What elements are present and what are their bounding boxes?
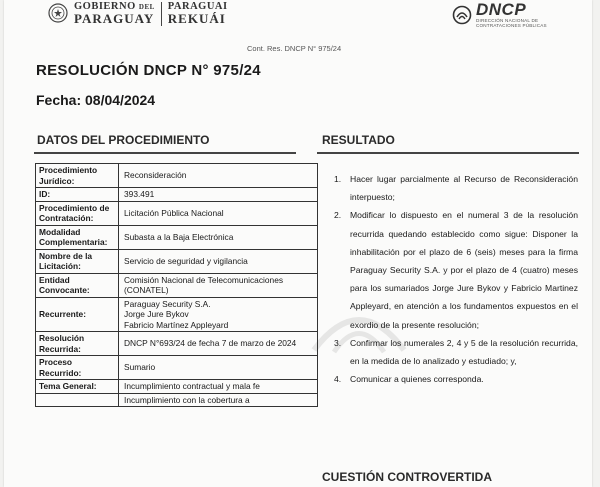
list-item-text: Hacer lugar parcialmente al Recurso de Reconsideración interpuesto; (350, 174, 578, 203)
row-value: Paraguay Security S.A. Jorge Jure Bykov Fabricio Martínez Appleyard (119, 297, 318, 332)
row-label: Modalidad Complementaria: (36, 225, 119, 249)
row-value: Reconsideración (119, 164, 318, 188)
row-value: Comisión Nacional de Telecomunicaciones (CONATEL) (119, 273, 318, 297)
row-value: Incumplimiento contractual y mala fe (119, 380, 318, 394)
table-row (36, 273, 318, 297)
row-label: Recurrente: (36, 297, 119, 332)
header-divider (161, 2, 162, 26)
gov-line1: GOBIERNO (74, 1, 136, 12)
row-value: Servicio de seguridad y vigilancia (119, 249, 318, 273)
row-label (36, 393, 119, 407)
dncp-mark-icon (452, 5, 472, 25)
row-label: Procedimiento de Contratación: (36, 201, 119, 225)
procedure-table (35, 163, 318, 407)
row-label: Procedimiento Jurídico: (36, 164, 119, 188)
row-label: Tema General: (36, 380, 119, 394)
row-label: Resolución Recurrida: (36, 332, 119, 356)
row-label: Nombre de la Licitación: (36, 249, 119, 273)
gov-right-line2: REKUÁI (167, 11, 226, 26)
list-item (334, 334, 578, 370)
section-divider-left (34, 152, 296, 154)
document-page (4, 0, 592, 487)
row-value: Incumplimiento con la cobertura a (119, 393, 318, 407)
dncp-logo (452, 2, 547, 28)
row-value: DNCP N°693/24 de fecha 7 de marzo de 2024 (119, 332, 318, 356)
table-row (36, 356, 318, 380)
row-label: Entidad Convocante: (36, 273, 119, 297)
table-row (36, 249, 318, 273)
list-item-text: Confirmar los numerales 2, 4 y 5 de la resolución recurrida, en la medida de lo analizado y estudiado; y, (350, 337, 578, 367)
row-value: Subasta a la Baja Electrónica (119, 225, 318, 249)
list-item-text: Modificar lo dispuesto en el numeral 3 de la resolución recurrida quedando establecido como sigue: Disponer la inhabilitación por el plazo de 6 (seis) meses para la firma Paraguay Security S.A. y por el plazo de 4 (cuatro) meses para los sumariados Jorge Jure Bykov y Fabricio Martinez Appleyard, en atención a los fundamentos expuestos en el exordio de la presente resolución; (350, 210, 578, 330)
list-item-number: 4. (334, 374, 342, 385)
list-item-number: 2. (334, 210, 342, 221)
dncp-sub2: CONTRATACIONES PÚBLICAS (476, 23, 547, 28)
list-item-text: Comunicar a quienes corresponda. (350, 374, 484, 385)
dncp-name: DNCP (476, 0, 527, 19)
gov-del: DEL (138, 3, 155, 11)
table-row (36, 332, 318, 356)
gov-right-line1: PARAGUAI (167, 1, 228, 12)
resolution-date: Fecha: 08/04/2024 (36, 92, 156, 108)
row-value: 393.491 (119, 188, 318, 202)
row-value: Licitación Pública Nacional (119, 201, 318, 225)
row-label: Proceso Recurrido: (36, 356, 119, 380)
table-row (36, 380, 318, 394)
table-row (36, 393, 318, 407)
section-resultado-heading: RESULTADO (322, 133, 395, 147)
list-item (334, 370, 578, 388)
section-cuestion-heading: CUESTIÓN CONTROVERTIDA (322, 470, 493, 484)
cont-res-reference: Cont. Res. DNCP N° 975/24 (247, 44, 342, 53)
table-row (36, 225, 318, 249)
list-item (334, 206, 578, 333)
resultado-list (334, 170, 578, 388)
list-item (334, 170, 578, 206)
list-item-number: 3. (334, 337, 342, 348)
list-item-number: 1. (334, 174, 342, 184)
table-row (36, 201, 318, 225)
section-datos-heading: DATOS DEL PROCEDIMIENTO (37, 133, 210, 147)
table-row (36, 164, 318, 188)
national-seal-icon (48, 3, 68, 23)
gov-line2: PARAGUAY (74, 11, 155, 26)
row-value: Sumario (119, 356, 318, 380)
table-row (36, 297, 318, 332)
government-header (48, 1, 228, 26)
row-label: ID: (36, 188, 119, 202)
table-row (36, 188, 318, 202)
section-divider-right (317, 152, 579, 154)
dncp-sub1: DIRECCIÓN NACIONAL DE (476, 18, 539, 23)
resolution-title: RESOLUCIÓN DNCP N° 975/24 (36, 62, 261, 79)
